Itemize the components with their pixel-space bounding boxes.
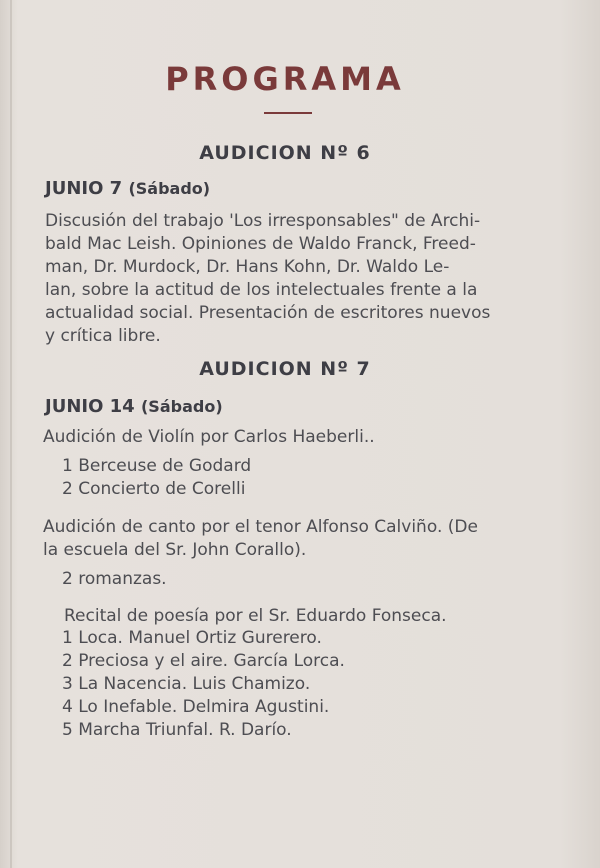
- violin-item: 2 Concierto de Corelli: [62, 479, 246, 499]
- audicion-6-date: [45, 178, 210, 199]
- poesia-item: 4 Lo Inefable. Delmira Agustini.: [62, 697, 330, 717]
- poesia-item: 5 Marcha Triunfal. R. Darío.: [62, 720, 292, 740]
- audicion-7-heading: AUDICION Nº 7: [199, 358, 371, 380]
- canto-line: Audición de canto por el tenor Alfonso Calviño. (De: [43, 517, 478, 537]
- audicion-6-line: lan, sobre la actitud de los intelectuales frente a la: [45, 280, 478, 300]
- audicion-6-line: actualidad social. Presentación de escritores nuevos: [45, 303, 491, 323]
- program-title: PROGRAMA: [165, 60, 405, 98]
- audicion-7-date-text: JUNIO 14: [45, 396, 135, 417]
- poesia-intro: Recital de poesía por el Sr. Eduardo Fonseca.: [64, 606, 447, 626]
- poesia-item: 3 La Nacencia. Luis Chamizo.: [62, 674, 311, 694]
- audicion-6-line: bald Mac Leish. Opiniones de Waldo Franck, Freed-: [45, 234, 476, 254]
- audicion-7-date: [45, 396, 223, 417]
- violin-item: 1 Berceuse de Godard: [62, 456, 252, 476]
- audicion-7-day: (Sábado): [140, 397, 223, 416]
- canto-line: la escuela del Sr. John Corallo).: [43, 540, 307, 560]
- canto-item: 2 romanzas.: [62, 569, 167, 589]
- poesia-item: 2 Preciosa y el aire. García Lorca.: [62, 651, 345, 671]
- audicion-6-date-text: JUNIO 7: [45, 178, 123, 199]
- title-rule: [264, 112, 312, 114]
- poesia-item: 1 Loca. Manuel Ortiz Gurerero.: [62, 628, 322, 648]
- page-fold: [10, 0, 12, 868]
- audicion-6-heading: AUDICION Nº 6: [199, 142, 371, 164]
- audicion-6-line: y crítica libre.: [45, 326, 161, 346]
- violin-intro: Audición de Violín por Carlos Haeberli..: [43, 427, 375, 447]
- audicion-6-line: man, Dr. Murdock, Dr. Hans Kohn, Dr. Waldo Le-: [45, 257, 450, 277]
- audicion-6-day: (Sábado): [128, 179, 211, 198]
- audicion-6-line: Discusión del trabajo 'Los irresponsables" de Archi-: [45, 211, 481, 231]
